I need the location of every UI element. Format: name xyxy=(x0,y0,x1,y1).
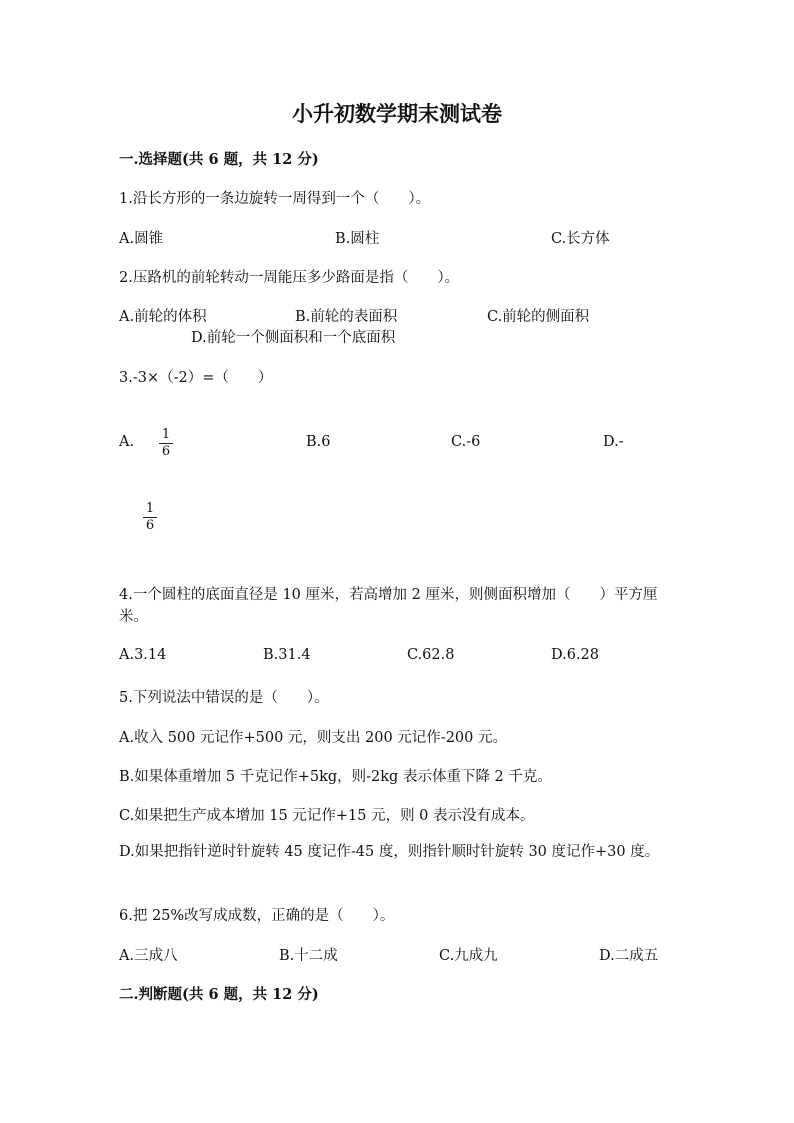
question-5-option-a: A.收入 500 元记作+500 元，则支出 200 元记作-200 元。 xyxy=(119,730,507,746)
question-2-option-d: D.前轮一个侧面积和一个底面积 xyxy=(191,330,396,346)
fraction-numerator: 1 xyxy=(161,427,171,442)
fraction-denominator: 6 xyxy=(145,518,155,533)
section-heading-choice: 一.选择题(共 6 题，共 12 分) xyxy=(119,151,319,168)
question-6-option-d: D.二成五 xyxy=(599,948,659,964)
question-3-option-a-fraction xyxy=(159,428,173,459)
question-5-option-b: B.如果体重增加 5 千克记作+5kg，则-2kg 表示体重下降 2 千克。 xyxy=(119,769,552,785)
question-4-option-c: C.62.8 xyxy=(407,647,455,663)
question-5-option-d: D.如果把指针逆时针旋转 45 度记作-45 度，则指针顺时针旋转 30 度记作+30 度。 xyxy=(119,844,660,860)
question-2-option-c: C.前轮的侧面积 xyxy=(487,309,590,325)
question-4-option-a: A.3.14 xyxy=(119,647,167,663)
question-2-stem: 2.压路机的前轮转动一周能压多少路面是指（ ）。 xyxy=(119,270,460,286)
question-1-option-c: C.长方体 xyxy=(551,231,610,247)
section-heading-judgement: 二.判断题(共 6 题，共 12 分) xyxy=(119,986,319,1003)
question-2-option-b: B.前轮的表面积 xyxy=(295,309,398,325)
question-5-option-c: C.如果把生产成本增加 15 元记作+15 元，则 0 表示没有成本。 xyxy=(119,808,535,824)
question-1-option-a: A.圆锥 xyxy=(119,231,164,247)
question-6-option-a: A.三成八 xyxy=(119,948,178,964)
question-5-stem: 5.下列说法中错误的是（ ）。 xyxy=(119,690,329,706)
question-3-option-c: C.-6 xyxy=(451,434,481,450)
question-4-option-d: D.6.28 xyxy=(551,647,600,663)
question-6-option-b: B.十二成 xyxy=(279,948,338,964)
question-6-option-c: C.九成九 xyxy=(439,948,498,964)
question-3-option-d-label: D.- xyxy=(603,434,624,450)
question-3-option-b: B.6 xyxy=(306,434,331,450)
page-title: 小升初数学期末测试卷 xyxy=(292,101,502,126)
fraction-numerator: 1 xyxy=(145,501,155,516)
question-3-option-a-label: A. xyxy=(119,434,135,450)
fraction-denominator: 6 xyxy=(161,444,171,459)
question-4-option-b: B.31.4 xyxy=(263,647,311,663)
question-3-stem: 3.-3×（-2）=（ ） xyxy=(119,370,273,386)
question-6-stem: 6.把 25%改写成成数，正确的是（ ）。 xyxy=(119,908,395,924)
question-3-option-d-fraction xyxy=(143,502,157,533)
question-4-stem: 4.一个圆柱的底面直径是 10 厘米，若高增加 2 厘米，则侧面积增加（ ）平方厘米。 xyxy=(119,587,658,625)
question-2-option-a: A.前轮的体积 xyxy=(119,309,207,325)
question-1-option-b: B.圆柱 xyxy=(335,231,380,247)
question-1-stem: 1.沿长方形的一条边旋转一周得到一个（ ）。 xyxy=(119,191,431,207)
